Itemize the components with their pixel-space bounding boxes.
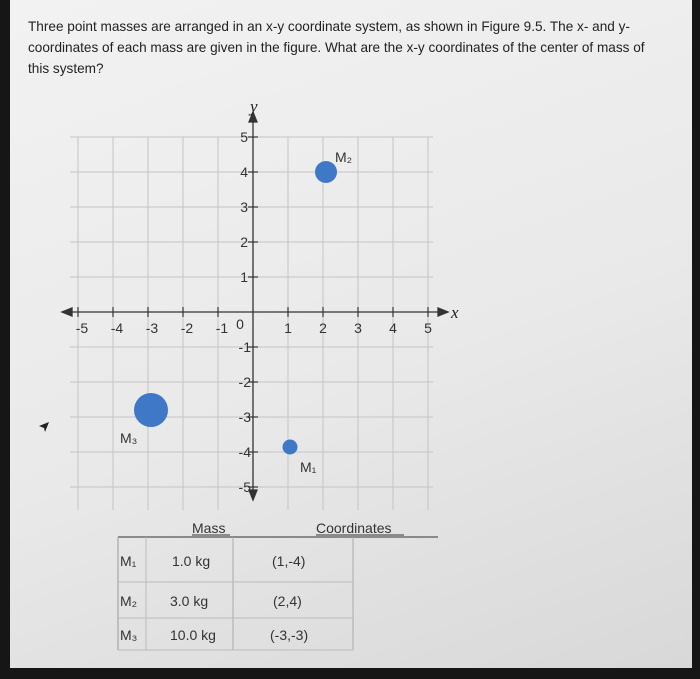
x-tick-label: 4 bbox=[389, 320, 397, 336]
x-axis-left-arrow bbox=[62, 308, 72, 316]
mass-m2-label: M₂ bbox=[335, 149, 353, 165]
x-tick-label: 3 bbox=[354, 320, 362, 336]
mass-table bbox=[118, 520, 438, 650]
row-coordinates: (1,-4) bbox=[272, 553, 306, 569]
y-tick-label: 5 bbox=[240, 129, 248, 145]
question-text: Three point masses are arranged in an x-y coordinate system, as shown in Figure 9.5. The x- and y-coordinates of each mass are given in the figure. What are the x-y coordinates of the center of mass of this system? bbox=[28, 19, 645, 76]
y-tick-label: -3 bbox=[238, 409, 251, 425]
header-mass: Mass bbox=[192, 520, 226, 536]
x-tick-label: -3 bbox=[145, 320, 159, 336]
y-tick-label: 2 bbox=[240, 234, 248, 250]
row-mass-value: 3.0 kg bbox=[170, 593, 209, 609]
mass-m3-dot bbox=[134, 393, 168, 427]
x-tick-label: 0 bbox=[236, 316, 244, 332]
row-mass-label: M₃ bbox=[120, 627, 138, 643]
y-tick-label: 1 bbox=[240, 269, 248, 285]
mass-m2-dot bbox=[315, 161, 337, 183]
y-tick-label: -2 bbox=[238, 374, 251, 390]
row-mass-value: 10.0 kg bbox=[170, 627, 216, 643]
x-tick-label: 2 bbox=[319, 320, 327, 336]
y-tick-label: 3 bbox=[240, 199, 248, 215]
row-mass-label: M₁ bbox=[120, 553, 137, 569]
row-mass-label: M₂ bbox=[120, 593, 138, 609]
x-tick-label: -4 bbox=[110, 320, 124, 336]
mass-m1-label: M₁ bbox=[300, 459, 317, 475]
x-tick-label: -5 bbox=[75, 320, 89, 336]
y-tick-label: 4 bbox=[240, 164, 248, 180]
header-coordinates: Coordinates bbox=[316, 520, 392, 536]
row-coordinates: (2,4) bbox=[273, 593, 302, 609]
mass-m3-label: M₃ bbox=[120, 430, 138, 446]
x-tick-label: -1 bbox=[215, 320, 229, 336]
x-axis-label: x bbox=[451, 303, 459, 322]
y-axis-label: y bbox=[250, 97, 258, 116]
x-tick-label: 1 bbox=[284, 320, 292, 336]
x-axis-right-arrow bbox=[438, 308, 448, 316]
grid bbox=[70, 137, 433, 510]
x-tick-label: -2 bbox=[180, 320, 194, 336]
mass-m1-dot bbox=[283, 440, 298, 455]
y-tick-label: -5 bbox=[238, 479, 251, 495]
x-tick-label: 5 bbox=[424, 320, 432, 336]
row-coordinates: (-3,-3) bbox=[270, 627, 309, 643]
row-mass-value: 1.0 kg bbox=[172, 553, 211, 569]
mouse-pointer-icon bbox=[37, 420, 51, 434]
y-tick-label: -1 bbox=[238, 339, 251, 355]
y-tick-label: -4 bbox=[238, 444, 251, 460]
